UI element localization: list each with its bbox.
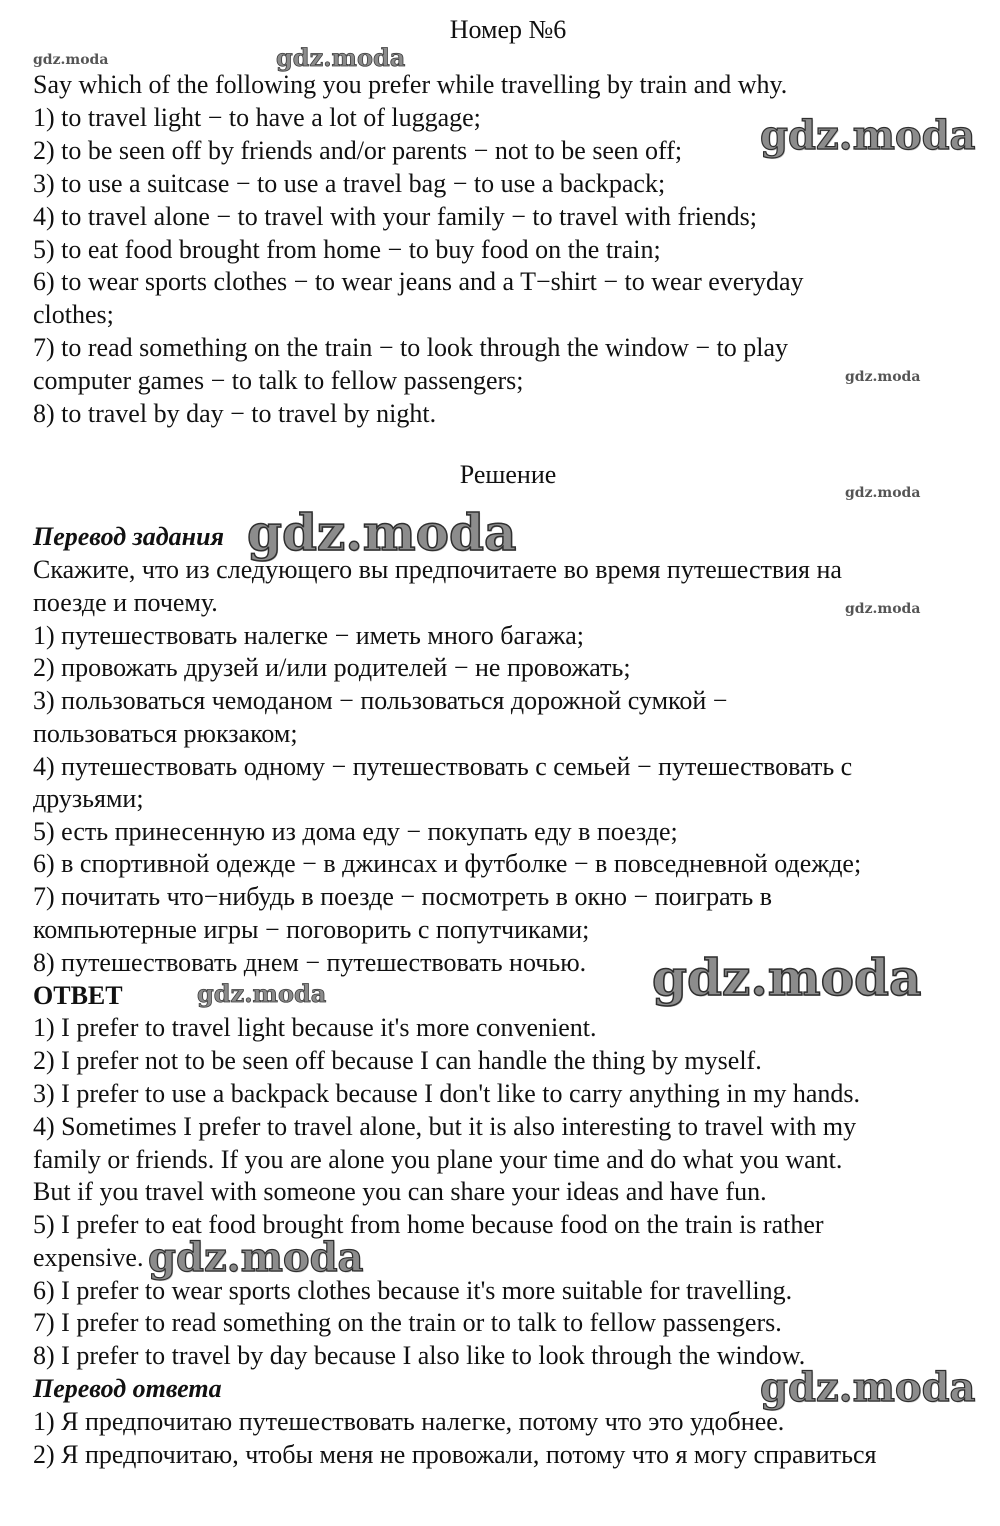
answer-translation-heading: Перевод ответа <box>33 1374 222 1403</box>
translation-line: 3) пользоваться чемоданом − пользоваться дорожной сумкой − <box>33 686 728 715</box>
answer-line: 1) I prefer to travel light because it's more convenient. <box>33 1013 597 1042</box>
watermark-logo: gdz.moda <box>197 979 327 1008</box>
answer-line: 4) Sometimes I prefer to travel alone, but it is also interesting to travel with my <box>33 1112 857 1141</box>
translation-line: 7) почитать что−нибудь в поезде − посмотреть в окно − поиграть в <box>33 882 773 911</box>
translation-line: 8) путешествовать днем − путешествовать ночью. <box>33 948 587 977</box>
watermark-logo: gdz.moda <box>148 1234 364 1281</box>
answer-line: 7) I prefer to read something on the train or to talk to fellow passengers. <box>33 1308 782 1337</box>
watermark-logo: gdz.moda <box>760 112 976 159</box>
answer-line: 8) I prefer to travel by day because I also like to look through the window. <box>33 1341 806 1370</box>
solution-heading: Решение <box>459 460 557 489</box>
task-line: 2) to be seen off by friends and/or parents − not to be seen off; <box>33 136 683 165</box>
translation-line: компьютерные игры − поговорить с попутчиками; <box>33 915 590 944</box>
watermark-logo: gdz.moda <box>33 52 109 68</box>
answer-line: 3) I prefer to use a backpack because I don't like to carry anything in my hands. <box>33 1079 860 1108</box>
watermark-logo: gdz.moda <box>247 503 517 562</box>
translation-line: 1) путешествовать налегке − иметь много багажа; <box>33 621 584 650</box>
task-line: 7) to read something on the train − to look through the window − to play <box>33 333 789 362</box>
translation-line: 4) путешествовать одному − путешествовать с семьей − путешествовать с <box>33 752 853 781</box>
answer-line: family or friends. If you are alone you plane your time and do what you want. <box>33 1145 843 1174</box>
translation-line: 2) провожать друзей и/или родителей − не провожать; <box>33 653 631 682</box>
task-translation-heading: Перевод задания <box>33 522 224 551</box>
answer-line: 6) I prefer to wear sports clothes because it's more suitable for travelling. <box>33 1276 793 1305</box>
watermark-logo: gdz.moda <box>845 485 921 501</box>
task-prompt: Say which of the following you prefer while travelling by train and why. <box>33 70 788 99</box>
answer-line: 5) I prefer to eat food brought from home because food on the train is rather <box>33 1210 824 1239</box>
answer-translation-line: 2) Я предпочитаю, чтобы меня не провожали, потому что я могу справиться <box>33 1440 877 1469</box>
translation-line: 5) есть принесенную из дома еду − покупать еду в поезде; <box>33 817 678 846</box>
watermark-logo: gdz.moda <box>652 948 922 1007</box>
answer-line: But if you travel with someone you can share your ideas and have fun. <box>33 1177 767 1206</box>
task-line: clothes; <box>33 300 114 329</box>
translation-line: пользоваться рюкзаком; <box>33 719 298 748</box>
page-title: Номер №6 <box>449 15 567 44</box>
task-line: 4) to travel alone − to travel with your family − to travel with friends; <box>33 202 757 231</box>
task-line: 3) to use a suitcase − to use a travel bag − to use a backpack; <box>33 169 666 198</box>
answer-line: 2) I prefer not to be seen off because I can handle the thing by myself. <box>33 1046 762 1075</box>
task-line: computer games − to talk to fellow passengers; <box>33 366 524 395</box>
task-line: 5) to eat food brought from home − to buy food on the train; <box>33 235 661 264</box>
answer-heading: ОТВЕТ <box>33 981 123 1010</box>
answer-translation-line: 1) Я предпочитаю путешествовать налегке, потому что это удобнее. <box>33 1407 785 1436</box>
task-line: 6) to wear sports clothes − to wear jeans and a T−shirt − to wear everyday <box>33 267 804 296</box>
task-line: 1) to travel light − to have a lot of luggage; <box>33 103 481 132</box>
watermark-logo: gdz.moda <box>276 43 406 72</box>
translation-line: поезде и почему. <box>33 588 218 617</box>
task-line: 8) to travel by day − to travel by night. <box>33 399 437 428</box>
answer-line: expensive. <box>33 1243 144 1272</box>
translation-line: Скажите, что из следующего вы предпочитаете во время путешествия на <box>33 555 842 584</box>
watermark-logo: gdz.moda <box>845 369 921 385</box>
watermark-logo: gdz.moda <box>760 1364 976 1411</box>
translation-line: 6) в спортивной одежде − в джинсах и футболке − в повседневной одежде; <box>33 849 862 878</box>
watermark-logo: gdz.moda <box>845 601 921 617</box>
translation-line: друзьями; <box>33 784 144 813</box>
